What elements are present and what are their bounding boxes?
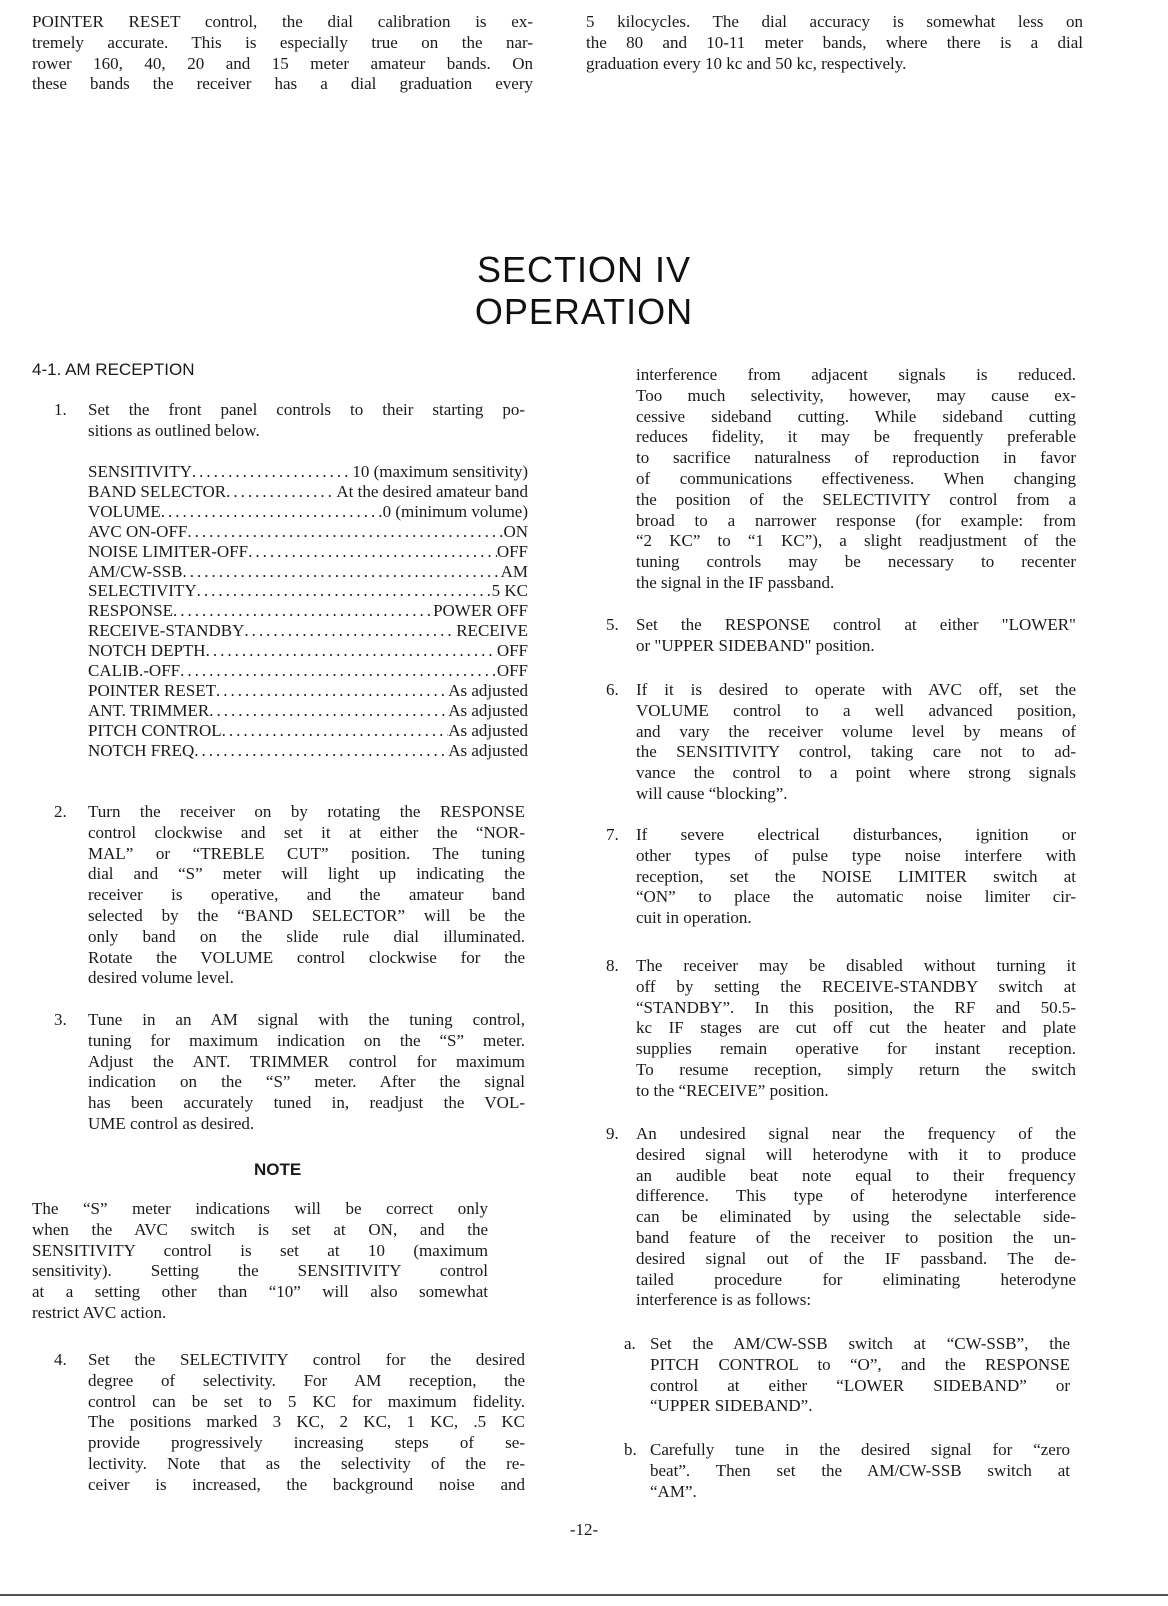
text-line: UME control as desired.: [88, 1113, 255, 1133]
text-line: Set the SELECTIVITY control for the desired: [88, 1350, 525, 1369]
text-line: difference. This type of heterodyne interference: [636, 1186, 1076, 1206]
setting-value: At the desired amateur band: [336, 481, 528, 501]
text-line: sitions as outlined below.: [88, 420, 260, 440]
text-line: an audible beat note equal to their frequency: [636, 1165, 1076, 1185]
item-8-text: [636, 956, 1076, 1102]
dot-leader: [197, 581, 492, 601]
dot-leader: [222, 721, 449, 741]
setting-value: OFF: [496, 541, 528, 561]
text-line: other types of pulse type noise interfere with: [636, 845, 1076, 865]
text-line: tuning controls may be necessary to recenter: [636, 552, 1076, 572]
setting-value: As adjusted: [448, 740, 528, 760]
item-1-text: [88, 400, 525, 442]
text-line: Too much selectivity, however, may cause ex-: [636, 385, 1076, 405]
setting-value: 10 (maximum sensitivity): [352, 462, 528, 481]
item-9-text: [636, 1124, 1076, 1311]
text-line: sensitivity). Setting the SENSITIVITY control: [32, 1261, 488, 1281]
item-number: 4.: [54, 1350, 67, 1369]
text-line: control clockwise and set it at either the “NOR-: [88, 822, 525, 842]
text-line: only band on the slide rule dial illuminated.: [88, 926, 525, 946]
dot-leader: [180, 661, 497, 681]
setting-value: As adjusted: [448, 700, 528, 720]
text-line: the signal in the IF passband.: [636, 572, 835, 592]
item-number: 8.: [606, 956, 619, 975]
text-line: The positions marked 3 KC, 2 KC, 1 KC, .5 KC: [88, 1412, 525, 1432]
item-number: 5.: [606, 615, 619, 634]
text-line: band feature of the receiver to position the un-: [636, 1227, 1076, 1247]
text-line: graduation every 10 kc and 50 kc, respectively.: [586, 53, 907, 73]
item-number: 3.: [54, 1010, 67, 1029]
dot-leader: [161, 502, 383, 522]
note-text: [32, 1199, 488, 1324]
text-line: interference is as follows:: [636, 1290, 812, 1310]
text-line: beat”. Then set the AM/CW-SSB switch at: [650, 1460, 1070, 1480]
text-line: cuit in operation.: [636, 908, 752, 928]
text-line: reception, set the NOISE LIMITER switch at: [636, 866, 1076, 886]
text-line: desired signal will heterodyne with it to produce: [636, 1144, 1076, 1164]
text-line: tailed procedure for eliminating heterodyne: [636, 1269, 1076, 1289]
dot-leader: [248, 542, 497, 562]
setting-name: POINTER RESET: [88, 680, 216, 700]
text-line: An undesired signal near the frequency of the: [636, 1124, 1076, 1143]
text-line: when the AVC switch is set at ON, and the: [32, 1219, 488, 1239]
text-line: Tune in an AM signal with the tuning control,: [88, 1010, 525, 1029]
text-line: ceiver is increased, the background noise and: [88, 1474, 525, 1494]
setting-name: NOTCH DEPTH: [88, 641, 206, 661]
setting-name: ANT. TRIMMER: [88, 700, 210, 720]
dot-leader: [206, 641, 497, 661]
setting-row: [88, 721, 528, 741]
setting-row: [88, 562, 528, 582]
text-line: has been accurately tuned in, readjust the VOL-: [88, 1093, 525, 1113]
text-line: Turn the receiver on by rotating the RESPONSE: [88, 802, 525, 821]
text-line: indication on the “S” meter. After the signal: [88, 1072, 525, 1092]
text-line: off by setting the RECEIVE-STANDBY switch at: [636, 976, 1076, 996]
setting-value: POWER OFF: [433, 601, 528, 621]
setting-value: AM: [500, 561, 528, 581]
text-line: lectivity. Note that as the selectivity of the re-: [88, 1453, 525, 1473]
text-line: reduces fidelity, it may be frequently preferable: [636, 427, 1076, 447]
text-line: vance the control to a point where strong signals: [636, 763, 1076, 783]
dot-leader: [244, 621, 456, 641]
item-number: 1.: [54, 400, 67, 419]
dot-leader: [209, 701, 448, 721]
text-line: If severe electrical disturbances, ignition or: [636, 825, 1076, 844]
text-line: of communications effectiveness. When changing: [636, 468, 1076, 488]
item-number: 7.: [606, 825, 619, 844]
text-line: control at either “LOWER SIDEBAND” or: [650, 1375, 1070, 1395]
setting-name: AVC ON-OFF: [88, 521, 188, 541]
text-line: degree of selectivity. For AM reception, the: [88, 1370, 525, 1390]
text-line: If it is desired to operate with AVC off, set the: [636, 680, 1076, 699]
text-line: Set the AM/CW-SSB switch at “CW-SSB”, the: [650, 1334, 1070, 1353]
setting-value: As adjusted: [448, 720, 528, 740]
text-line: desired signal out of the IF passband. The de-: [636, 1248, 1076, 1268]
dot-leader: [216, 681, 448, 701]
text-line: broad to a narrower response (for example: from: [636, 510, 1076, 530]
text-line: “ON” to place the automatic noise limiter cir-: [636, 887, 1076, 907]
setting-value: OFF: [496, 641, 528, 661]
setting-row: [88, 601, 528, 621]
text-line: provide progressively increasing steps of se-: [88, 1433, 525, 1453]
text-line: supplies remain operative for instant reception.: [636, 1039, 1076, 1059]
text-line: POINTER RESET control, the dial calibration is ex-: [32, 12, 533, 31]
setting-row: [88, 462, 528, 482]
text-line: to sacrifice naturalness of reproduction in favor: [636, 448, 1076, 468]
item-5-text: [636, 615, 1076, 657]
text-line: PITCH CONTROL to “O”, and the RESPONSE: [650, 1354, 1070, 1374]
text-line: receiver is operative, and the amateur band: [88, 885, 525, 905]
text-line: will cause “blocking”.: [636, 783, 788, 803]
dot-leader: [173, 601, 433, 621]
section-title: SECTION IV: [476, 249, 692, 290]
item-7-text: [636, 825, 1076, 929]
setting-name: RECEIVE-STANDBY: [88, 621, 245, 641]
item-6-text: [636, 680, 1076, 805]
dot-leader: [187, 522, 503, 542]
setting-row: [88, 641, 528, 661]
note-heading: NOTE: [254, 1160, 302, 1179]
setting-row: [88, 681, 528, 701]
setting-name: SELECTIVITY: [88, 581, 197, 601]
text-line: The receiver may be disabled without turning it: [636, 956, 1076, 975]
text-line: Set the RESPONSE control at either "LOWER": [636, 615, 1076, 634]
text-line: rower 160, 40, 20 and 15 meter amateur bands. On: [32, 53, 533, 73]
text-line: The “S” meter indications will be correct only: [32, 1199, 488, 1218]
setting-row: [88, 621, 528, 641]
text-line: or "UPPER SIDEBAND" position.: [636, 635, 875, 655]
text-line: the SENSITIVITY control, taking care not to ad-: [636, 742, 1076, 762]
text-line: to the “RECEIVE” position.: [636, 1080, 829, 1100]
setting-row: [88, 701, 528, 721]
page-bottom-edge: [0, 1594, 1168, 1596]
item-a-text: [650, 1334, 1070, 1417]
item-b-text: [650, 1440, 1070, 1502]
text-line: VOLUME control to a well advanced position,: [636, 700, 1076, 720]
setting-value: OFF: [496, 661, 528, 681]
text-line: kc IF stages are cut off cut the heater and plate: [636, 1018, 1076, 1038]
text-line: control can be set to 5 KC for maximum fidelity.: [88, 1391, 525, 1411]
text-line: dial and “S” meter will light up indicating the: [88, 864, 525, 884]
text-line: selected by the “BAND SELECTOR” will be the: [88, 905, 525, 925]
item-letter: b.: [624, 1440, 637, 1459]
setting-name: NOTCH FREQ: [88, 740, 195, 760]
text-line: SENSITIVITY control is set at 10 (maximum: [32, 1240, 488, 1260]
text-line: at a setting other than “10” will also somewhat: [32, 1282, 488, 1302]
text-line: “2 KC” to “1 KC”), a slight readjustment of the: [636, 531, 1076, 551]
text-line: interference from adjacent signals is reduced.: [636, 365, 1076, 384]
setting-name: CALIB.-OFF: [88, 661, 181, 681]
dot-leader: [182, 562, 500, 582]
dot-leader: [194, 741, 448, 761]
text-line: 5 kilocycles. The dial accuracy is somewhat less on: [586, 12, 1083, 31]
setting-name: RESPONSE: [88, 601, 174, 621]
item-letter: a.: [624, 1334, 636, 1353]
setting-value: RECEIVE: [456, 621, 528, 641]
text-line: and vary the receiver volume level by means of: [636, 721, 1076, 741]
text-line: “STANDBY”. In this position, the RF and 50.5-: [636, 997, 1076, 1017]
setting-value: ON: [503, 521, 528, 541]
item-3-text: [88, 1010, 525, 1135]
item-number: 9.: [606, 1124, 619, 1143]
item-2-text: [88, 802, 525, 989]
text-line: Rotate the VOLUME control clockwise for the: [88, 947, 525, 967]
text-line: To resume reception, simply return the switch: [636, 1059, 1076, 1079]
text-line: cessive sideband cutting. While sideband cutting: [636, 406, 1076, 426]
setting-name: NOISE LIMITER-OFF: [88, 541, 249, 561]
item-4-text: [88, 1350, 525, 1496]
text-line: restrict AVC action.: [32, 1302, 167, 1322]
page-number: -12-: [569, 1520, 599, 1539]
setting-row: [88, 581, 528, 601]
item-number: 2.: [54, 802, 67, 821]
text-line: Set the front panel controls to their starting po-: [88, 400, 525, 419]
setting-row: [88, 661, 528, 681]
text-line: Carefully tune in the desired signal for “zero: [650, 1440, 1070, 1459]
text-line: tuning for maximum indication on the “S” meter.: [88, 1030, 525, 1050]
text-line: the position of the SELECTIVITY control from a: [636, 489, 1076, 509]
setting-row: [88, 482, 528, 502]
item-4-continued-text: [636, 365, 1076, 594]
setting-row: [88, 542, 528, 562]
text-line: “UPPER SIDEBAND”.: [650, 1396, 813, 1416]
setting-name: SENSITIVITY: [88, 462, 192, 481]
setting-value: 5 KC: [491, 581, 528, 601]
subsection-heading: 4-1. AM RECEPTION: [32, 360, 195, 379]
setting-name: VOLUME: [88, 501, 161, 521]
setting-name: BAND SELECTOR: [88, 481, 227, 501]
setting-name: PITCH CONTROL: [88, 720, 222, 740]
setting-row: [88, 741, 528, 761]
text-line: desired volume level.: [88, 968, 234, 988]
settings-list: [88, 462, 528, 761]
setting-value: 0 (minimum volume): [382, 501, 528, 521]
text-line: tremely accurate. This is especially true on the nar-: [32, 32, 533, 52]
dot-leader: [192, 462, 352, 482]
text-line: the 80 and 10-11 meter bands, where there is a dial: [586, 32, 1083, 52]
dot-leader: [226, 482, 336, 502]
setting-row: [88, 502, 528, 522]
top-right-paragraph: [586, 12, 1083, 74]
setting-name: AM/CW-SSB: [88, 561, 183, 581]
setting-value: As adjusted: [448, 680, 528, 700]
item-number: 6.: [606, 680, 619, 699]
text-line: can be eliminated by using the selectable side-: [636, 1207, 1076, 1227]
text-line: these bands the receiver has a dial graduation every: [32, 74, 533, 94]
text-line: Adjust the ANT. TRIMMER control for maximum: [88, 1051, 525, 1071]
setting-row: [88, 522, 528, 542]
text-line: MAL” or “TREBLE CUT” position. The tuning: [88, 843, 525, 863]
section-subtitle: OPERATION: [474, 291, 694, 332]
text-line: “AM”.: [650, 1481, 697, 1501]
top-left-paragraph: [32, 12, 533, 95]
